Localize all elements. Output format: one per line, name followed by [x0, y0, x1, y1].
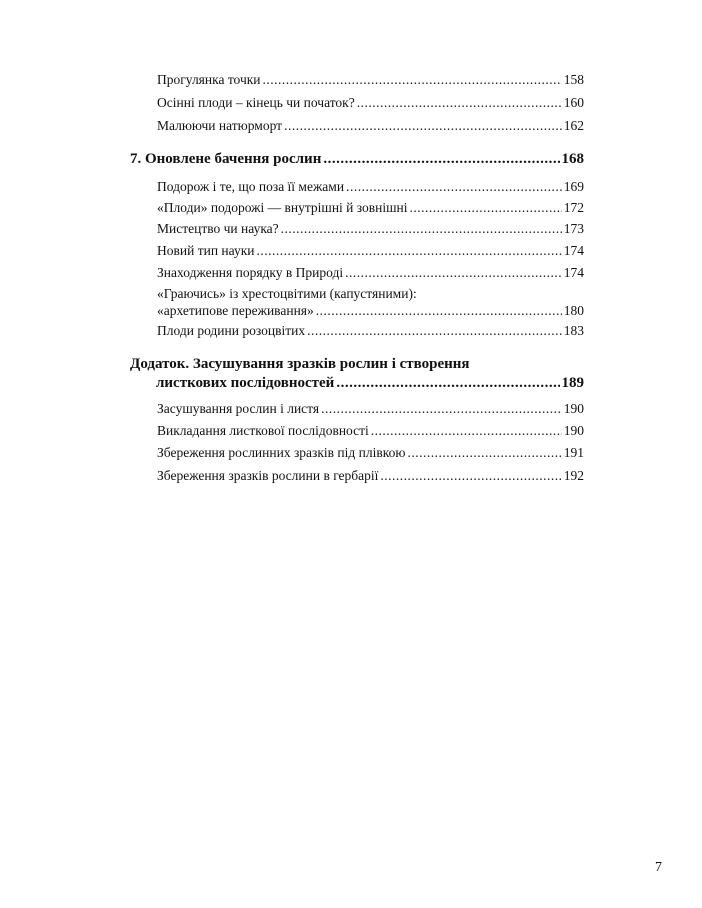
toc-entry-title: Збереження рослинних зразків під плівкою: [157, 445, 406, 460]
toc-entry-page: 192: [563, 468, 584, 483]
dot-leader: [307, 322, 562, 340]
chapter-page: 168: [561, 151, 584, 167]
toc-entry: [157, 178, 584, 196]
dot-leader: [316, 302, 562, 320]
toc-entry: [157, 422, 584, 440]
toc-entry: [157, 444, 584, 462]
toc-entry: [157, 322, 584, 340]
toc-entry-title: «Плоди» подорожі — внутрішні й зовнішні: [157, 200, 408, 215]
toc-entry-title-line1: «Граючись» із хрестоцвітими (капустяними):: [157, 286, 417, 301]
appendix-heading-line1: Додаток. Засушування зразків рослин і створення: [130, 356, 470, 372]
toc-entry-page: 190: [563, 401, 584, 416]
toc-entry-page: 174: [563, 265, 584, 280]
chapter-title: 7. Оновлене бачення рослин: [130, 151, 322, 167]
toc-entry-page: 172: [563, 200, 584, 215]
dot-leader: [410, 199, 562, 217]
dot-leader: [321, 400, 562, 418]
dot-leader: [407, 444, 561, 462]
toc-entry-title: Подорож і те, що поза її межами: [157, 179, 345, 194]
page-number: 7: [655, 860, 662, 875]
toc-appendix-heading: [130, 374, 584, 392]
toc-entry: [157, 264, 584, 282]
toc-entry: [157, 242, 584, 260]
dot-leader: [281, 220, 562, 238]
toc-entry-title: Мистецтво чи наука?: [157, 221, 279, 236]
toc-entry-title: Знаходження порядку в Природі: [157, 265, 344, 280]
dot-leader: [257, 242, 562, 260]
toc-entry-page: 158: [563, 72, 584, 87]
toc-entry-page: 190: [563, 423, 584, 438]
toc-entry-title: Прогулянка точки: [157, 72, 261, 87]
toc-entry-page: 183: [563, 323, 584, 338]
dot-leader: [345, 264, 562, 282]
toc-entry-title: Збереження зразків рослини в гербарії: [157, 468, 379, 483]
toc-entry-page: 180: [563, 303, 584, 318]
toc-entry-title-line2: «архетипове переживання»: [157, 303, 314, 318]
toc-entry-page: 162: [563, 118, 584, 133]
appendix-page: 189: [561, 375, 584, 391]
dot-leader: [357, 94, 562, 112]
toc-entry: [157, 220, 584, 238]
toc-entry-title: Викладання листкової послідовності: [157, 423, 369, 438]
toc-entry: [157, 400, 584, 418]
toc-entry-title: Осінні плоди – кінець чи початок?: [157, 95, 355, 110]
toc-entry: [157, 117, 584, 135]
dot-leader: [380, 467, 561, 485]
toc-entry-title: Малюючи натюрморт: [157, 118, 283, 133]
toc-entry-page: 174: [563, 243, 584, 258]
toc-entry-page: 173: [563, 221, 584, 236]
dot-leader: [336, 374, 559, 392]
toc-entry-title: Новий тип науки: [157, 243, 255, 258]
dot-leader: [323, 150, 559, 168]
toc-entry: [157, 467, 584, 485]
toc-entry: [157, 302, 584, 320]
toc-entry: [157, 94, 584, 112]
dot-leader: [346, 178, 562, 196]
toc-entry-page: 191: [563, 445, 584, 460]
toc-entry-title: Засушування рослин і листя: [157, 401, 320, 416]
toc-entry-title: Плоди родини розоцвітих: [157, 323, 306, 338]
dot-leader: [371, 422, 562, 440]
toc-entry-page: 160: [563, 95, 584, 110]
toc-entry: [157, 71, 584, 89]
appendix-heading-line2: листкових послідовностей: [156, 375, 335, 391]
dot-leader: [263, 71, 562, 89]
toc-entry-page: 169: [563, 179, 584, 194]
dot-leader: [284, 117, 562, 135]
toc-entry: [157, 199, 584, 217]
toc-chapter-heading: [130, 150, 584, 168]
